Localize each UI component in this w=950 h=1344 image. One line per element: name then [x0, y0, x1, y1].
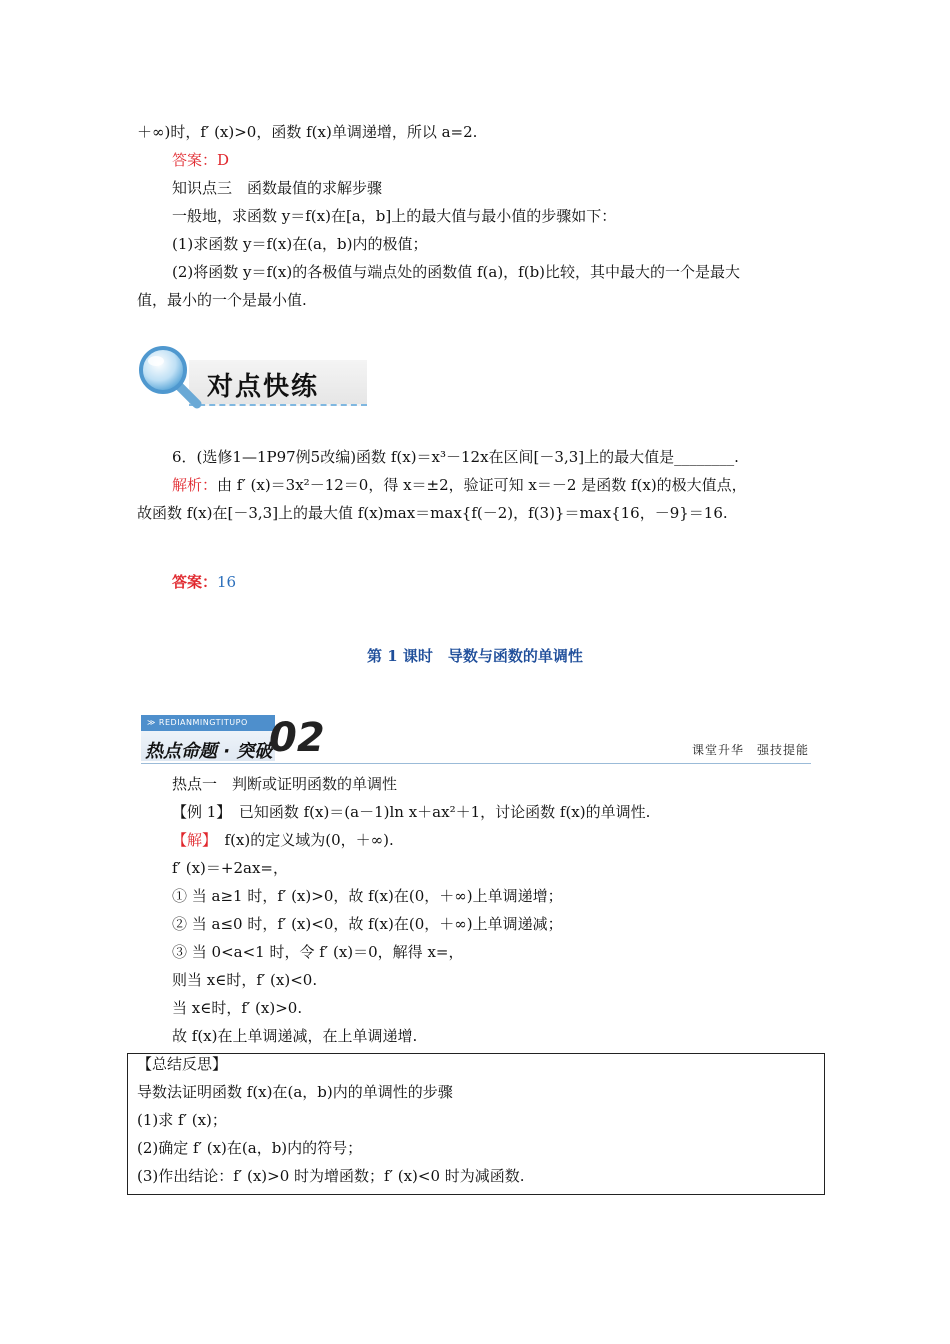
solution-line-4: ② 当 a≤0 时，f′ (x)<0，故 f(x)在(0，＋∞)上单调递减； — [172, 915, 563, 933]
hot-topic-title: 热点命题 · 突破 — [145, 741, 273, 762]
solution-line-2: f′ (x)＝+2ax=， — [172, 859, 288, 877]
summary-step-1: (1)求 f′ (x)； — [137, 1111, 227, 1129]
q6-analysis-line1 — [172, 475, 747, 495]
magnifier-icon — [137, 344, 207, 410]
knowledge-intro: 一般地，求函数 y＝f(x)在[a，b]上的最大值与最小值的步骤如下： — [172, 207, 617, 225]
example-text: 已知函数 f(x)＝(a－1)ln x＋ax²＋1，讨论函数 f(x)的单调性. — [223, 803, 651, 821]
solution-line-6: 则当 x∈时，f′ (x)<0. — [172, 971, 318, 989]
solution-line-8: 故 f(x)在上单调递减，在上单调递增. — [172, 1027, 418, 1045]
knowledge-step-2-cont: 值，最小的一个是最小值. — [137, 291, 307, 309]
solution-label: 【解】 — [172, 831, 210, 849]
practice-banner-title: 对点快练 — [207, 372, 320, 402]
knowledge-step-1: (1)求函数 y＝f(x)在(a，b)内的极值； — [172, 235, 428, 253]
knowledge-step-2: (2)将函数 y＝f(x)的各极值与端点处的函数值 f(a)，f(b)比较，其中最大的一个是最大 — [172, 263, 741, 281]
hot-topic-slogan: 课堂升华 强技提能 — [691, 743, 809, 757]
hot-topic-banner — [141, 715, 811, 764]
continuation-line: ＋∞)时，f′ (x)>0，函数 f(x)单调递增，所以 a=2. — [137, 123, 478, 141]
solution-text-1: f(x)的定义域为(0，＋∞). — [209, 831, 394, 849]
q6-answer-label: 答案： — [172, 573, 218, 591]
lesson-title: 第 1 课时 导数与函数的单调性 — [367, 647, 583, 665]
analysis-text-1: 由 f′ (x)＝3x²－12＝0，得 x＝±2，验证可知 x＝－2 是函数 f(x)的极大值点， — [217, 476, 747, 494]
summary-step-3: (3)作出结论：f′ (x)>0 时为增函数；f′ (x)<0 时为减函数. — [137, 1167, 525, 1185]
solution-line-5: ③ 当 0<a<1 时，令 f′ (x)＝0，解得 x=， — [172, 943, 464, 961]
analysis-label: 解析： — [172, 476, 218, 494]
summary-intro: 导数法证明函数 f(x)在(a，b)内的单调性的步骤 — [137, 1083, 453, 1101]
q6-answer — [172, 572, 236, 592]
hot-topic-tag-text: REDIANMINGTITUPO — [158, 718, 248, 727]
example-1 — [172, 802, 650, 822]
q6-analysis-line2: 故函数 f(x)在[－3,3]上的最大值 f(x)max＝max{f(－2)，f(3)}＝max{16，－9}＝16. — [137, 504, 728, 522]
summary-title: 【总结反思】 — [137, 1055, 228, 1073]
q6-question: 6．(选修1—1P97例5改编)函数 f(x)＝x³－12x在区间[－3,3]上的最大值是________. — [172, 448, 739, 466]
answer-1 — [172, 150, 229, 170]
knowledge-point-title: 知识点三 函数最值的求解步骤 — [172, 179, 383, 197]
answer-label: 答案： — [172, 151, 218, 169]
solution-line-7: 当 x∈时，f′ (x)>0. — [172, 999, 303, 1017]
example-label: 【例 1】 — [172, 803, 224, 821]
solution-line-1 — [172, 830, 394, 850]
summary-step-2: (2)确定 f′ (x)在(a，b)内的符号； — [137, 1139, 363, 1157]
hot1-title: 热点一 判断或证明函数的单调性 — [172, 775, 398, 793]
hot-topic-tag: ≫ REDIANMINGTITUPO — [141, 715, 275, 731]
answer-value: D — [217, 151, 230, 169]
solution-line-3: ① 当 a≥1 时，f′ (x)>0，故 f(x)在(0，＋∞)上单调递增； — [172, 887, 563, 905]
hot-topic-number: 02 — [269, 715, 325, 761]
practice-banner — [137, 344, 369, 410]
q6-answer-value: 16 — [217, 573, 237, 591]
